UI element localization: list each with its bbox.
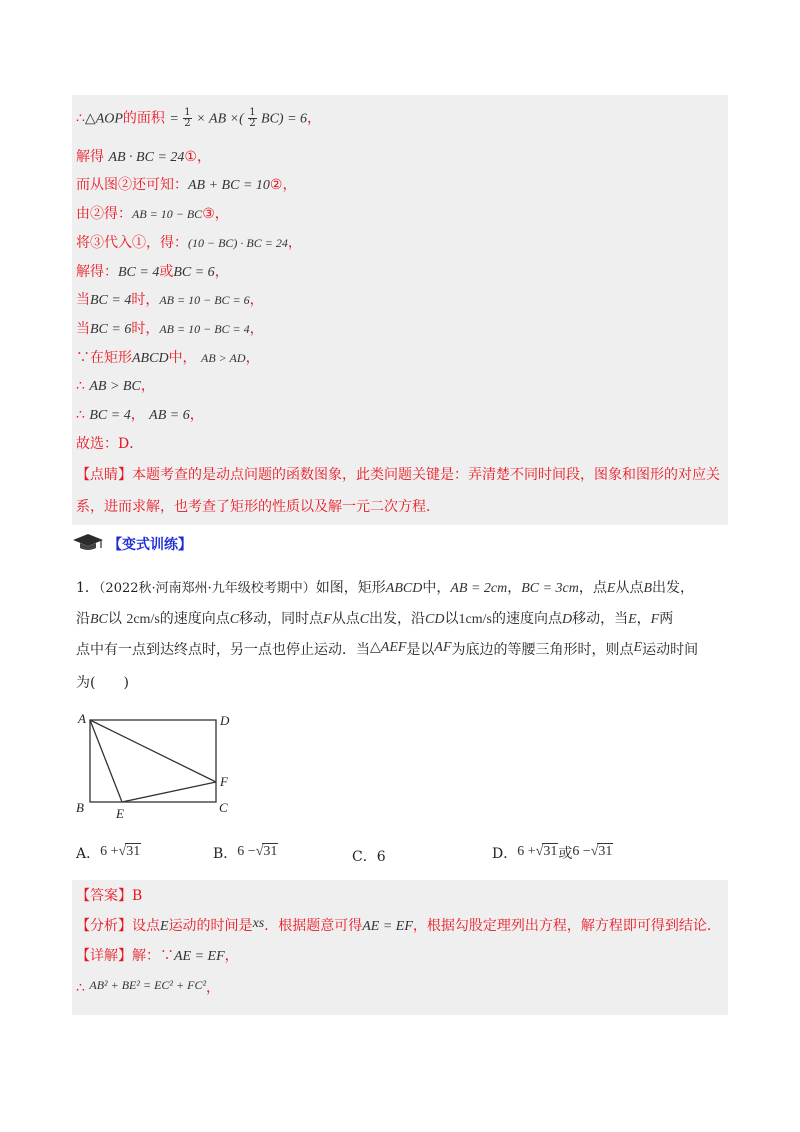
pythagoras-line: ∴ AB² + BE² = EC² + FC²， — [76, 978, 221, 996]
graduation-cap-icon — [72, 532, 104, 552]
solution-line-12: 故选：D． — [76, 436, 144, 452]
question-line-2: 沿BC以 2cm/s的速度向点C移动，同时点F从点C出发，沿CD以1cm/s的速度向点D移动，当E，F两 — [76, 611, 674, 627]
answer-value: B — [132, 888, 143, 904]
remark-tag: 【点睛】 — [76, 467, 132, 483]
rectangle-abcd — [90, 720, 216, 802]
segment-ae — [90, 720, 122, 802]
segment-af — [90, 720, 216, 782]
section-title: 【变式训练】 — [108, 537, 192, 553]
solution-line-4: 由②得：AB = 10 − BC③， — [76, 206, 229, 222]
solution-line-6: 解得：BC = 4或BC = 6， — [76, 264, 229, 280]
solution-line-5: 将③代入①，得：(10 − BC) · BC = 24， — [76, 235, 302, 251]
solution-line-7: 当BC = 4时，AB = 10 − BC = 6， — [76, 292, 264, 308]
option-c[interactable]: C．6 — [352, 849, 386, 865]
solution-line-11: ∴ BC = 4， AB = 6， — [76, 407, 204, 423]
label-d: D — [220, 713, 230, 728]
segment-ef — [122, 782, 216, 802]
option-a[interactable]: A．6 +√31 — [76, 844, 141, 862]
solution-line-1: ∴△AOP的面积 = $\frac{1}{2}$ × AB ×( $\frac{1}{2}$ BC) = 6， — [76, 107, 322, 129]
label-a: A — [78, 711, 86, 726]
solution-line-10: ∴ AB > BC， — [76, 378, 155, 394]
rectangle-figure — [70, 708, 250, 838]
answer-tag: 【答案】 — [76, 888, 132, 904]
label-e: E — [116, 806, 124, 821]
analysis-line: 【分析】设点E运动的时间是xs．根据题意可得AE = EF，根据勾股定理列出方程，解方程即可得到结论． — [76, 916, 721, 934]
solution-line-2: 解得 AB · BC = 24①， — [76, 149, 211, 165]
label-b: B — [76, 800, 84, 815]
label-f: F — [220, 774, 228, 789]
remark-line-1: 【点睛】本题考查的是动点问题的函数图象，此类问题关键是：弄清楚不同时间段，图象和图形的对应关 — [76, 467, 720, 483]
label-c: C — [219, 800, 228, 815]
option-d[interactable]: D．6 +√31或6 −√31 — [492, 844, 613, 862]
remark-line-2: 系，进而求解，也考查了矩形的性质以及解一元二次方程． — [76, 499, 440, 515]
question-line-1: 1．（2022秋·河南郑州·九年级校考期中）如图，矩形ABCD中，AB = 2cm，BC = 3cm，点E从点B出发， — [76, 580, 695, 596]
answer-line — [76, 886, 142, 906]
option-b[interactable]: B．6 −√31 — [213, 844, 278, 862]
question-line-3: 点中有一点到达终点时，另一点也停止运动．当△AEF是以AF为底边的等腰三角形时，则点E运动时间 — [76, 640, 699, 658]
question-line-4: 为( ) — [76, 675, 129, 691]
solution-line-8: 当BC = 6时，AB = 10 − BC = 4， — [76, 321, 264, 337]
detail-line: 【详解】解：∵AE = EF， — [76, 948, 239, 964]
solution-line-3: 而从图②还可知：AB + BC = 10②， — [76, 177, 297, 193]
solution-line-9: ∵在矩形ABCD中， AB > AD， — [76, 350, 260, 366]
